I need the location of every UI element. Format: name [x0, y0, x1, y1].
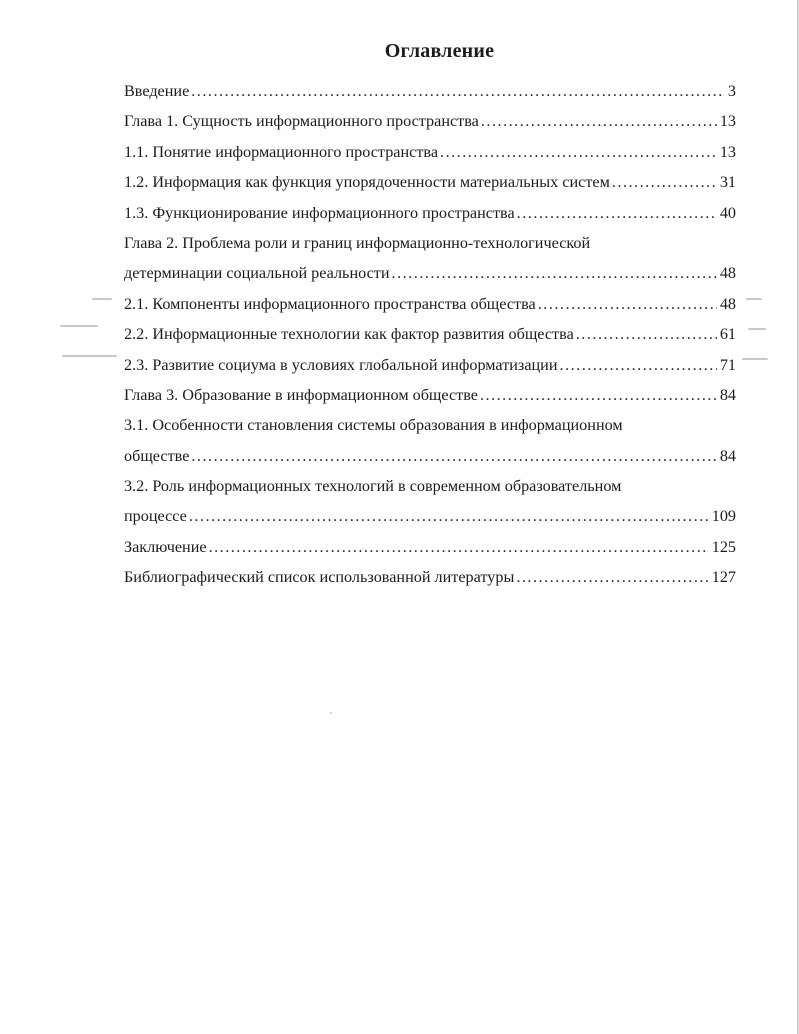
toc-entry-title: Глава 1. Сущность информационного пространства — [124, 112, 479, 131]
toc-entry-page: 13 — [719, 142, 736, 161]
toc-entry-title-continuation: процессе — [124, 507, 187, 526]
scan-speck — [330, 712, 332, 714]
dot-leader — [440, 137, 717, 167]
toc-entry-title: 1.3. Функционирование информационного пространства — [124, 203, 515, 222]
scan-speck — [742, 358, 768, 360]
toc-entry-page: 127 — [711, 568, 736, 587]
dot-leader — [480, 380, 717, 410]
toc-entry-page: 71 — [719, 355, 736, 374]
toc-entry-section-2-3 — [124, 350, 736, 380]
toc-entry-page: 3 — [727, 82, 736, 100]
toc-entry-section-1-2 — [124, 167, 736, 197]
dot-leader — [392, 258, 717, 288]
toc-entry-title-continuation: детерминации социальной реальности — [124, 264, 390, 283]
toc-entry-page: 84 — [719, 385, 736, 404]
page-title: Оглавление — [384, 40, 495, 62]
toc-entry-section-3-1 — [124, 441, 736, 471]
toc-entry-page: 61 — [719, 325, 736, 344]
toc-entry-page: 13 — [719, 112, 736, 131]
toc-entry-title-continuation: обществе — [124, 446, 190, 465]
toc-entry-page: 48 — [719, 264, 736, 283]
toc-entry-section-1-1 — [124, 137, 736, 167]
dot-leader — [481, 106, 717, 136]
dot-leader — [560, 350, 717, 380]
toc-entry-chapter-1 — [124, 106, 736, 136]
toc-entry-title: 1.1. Понятие информационного пространства — [124, 142, 439, 161]
scan-speck — [92, 298, 112, 300]
toc-entry-title: 1.2. Информация как функция упорядоченности материальных систем — [124, 173, 610, 192]
dot-leader — [189, 501, 709, 531]
toc-entry-page: 84 — [719, 446, 736, 465]
dot-leader — [209, 532, 709, 562]
dot-leader — [191, 76, 725, 106]
toc-entry-title: Глава 3. Образование в информационном обществе — [124, 385, 478, 404]
scan-speck — [60, 325, 98, 327]
dot-leader — [517, 198, 717, 228]
toc-entry-introduction — [124, 76, 736, 106]
scan-speck — [746, 298, 762, 300]
toc-entry-title: Библиографический список использованной литературы — [124, 568, 515, 587]
toc-entry-page: 125 — [711, 537, 736, 556]
dot-leader — [576, 319, 717, 349]
toc-entry-title: 2.1. Компоненты информационного пространства общества — [124, 294, 536, 313]
toc-entry-bibliography — [124, 562, 736, 592]
toc-entry-section-2-1 — [124, 289, 736, 319]
toc-entry-section-3-2 — [124, 501, 736, 531]
toc-entry-section-2-2 — [124, 319, 736, 349]
table-of-contents — [124, 76, 736, 593]
dot-leader — [516, 562, 708, 592]
toc-entry-chapter-2 — [124, 258, 736, 288]
toc-entry-page: 40 — [719, 203, 736, 222]
toc-entry-chapter-3 — [124, 380, 736, 410]
toc-entry-section-3-1-line-1: 3.1. Особенности становления системы образования в информационном — [124, 416, 623, 435]
scan-speck — [62, 355, 117, 357]
toc-entry-title: Введение — [124, 82, 190, 100]
dot-leader — [191, 441, 716, 471]
toc-entry-title: 2.3. Развитие социума в условиях глобальной информатизации — [124, 355, 558, 374]
dot-leader — [612, 167, 717, 197]
toc-entry-title: 2.2. Информационные технологии как фактор развития общества — [124, 325, 574, 344]
toc-entry-title: Заключение — [124, 537, 207, 556]
dot-leader — [538, 289, 717, 319]
toc-entry-section-3-2-line-1: 3.2. Роль информационных технологий в современном образовательном — [124, 477, 622, 496]
toc-entry-section-1-3 — [124, 198, 736, 228]
toc-entry-page: 109 — [711, 507, 736, 526]
toc-entry-conclusion — [124, 532, 736, 562]
toc-entry-page: 31 — [719, 173, 736, 192]
scan-speck — [748, 328, 766, 330]
toc-entry-chapter-2-line-1: Глава 2. Проблема роли и границ информационно-технологической — [124, 233, 591, 252]
toc-entry-page: 48 — [719, 294, 736, 313]
